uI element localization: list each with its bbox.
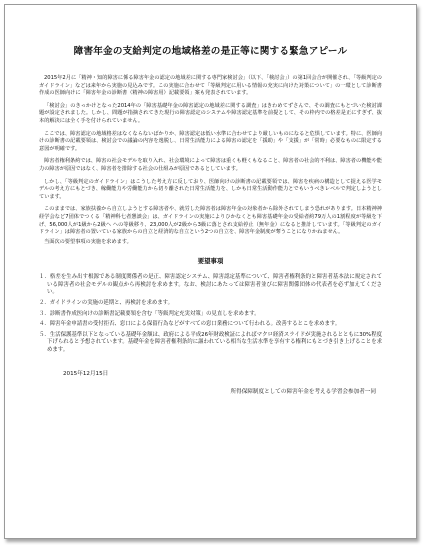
paragraph: ここでは、障害認定の地域格差はなくならないばかりか、障害認定は低い水準に合わせてより厳しいものになると危惧しています。特に、医師向けの診断書の記載要領は、検討会での議論の内容を逸脱し、日常生活能力による障害の認定を「援助」や「支援」が「常時」必要なものに限定する意図が明確です。 — [39, 130, 382, 152]
document-date: 2015年12月15日 — [63, 370, 109, 377]
request-item: ５．生活保護基準以下となっている基礎年金額は、政府による平成26年財政検証によればマクロ経済スライドが実施されるとともに30%程度下げられると予想されています。基礎年金を障害者権利条約に謳われている相当な生活水準を享有する権利にもとづき引き上げることを求めます。 — [39, 331, 382, 354]
request-item: ２．ガイドラインの実施の延期と、再検討を求めます。 — [39, 300, 174, 307]
closing-line: 当面次の要望事項の実施を求めます。 — [44, 238, 132, 245]
request-item: ３．診断書作成医向けの診断書記載要領を含む「等級判定充実対策」の見直しを求めます。 — [39, 310, 260, 317]
paragraph: 「検討会」のきっかけとなった2014年の「障害基礎年金の障害認定の地域差に関する調査」はきわめてずさんで、その調査にもとづいた検討課題が設定されました。しかし、問題が指摘されてきた現行の障害認定のシステムや障害認定基準を前提として、その枠内での格差是正にすぎず、抜本的解決には全く手を付けられていません。 — [39, 102, 382, 124]
signature: 所得保障制度としての障害年金を考える学習会参加者一同 — [230, 388, 376, 395]
requests-heading: 要望事項 — [197, 257, 224, 266]
document-title: 障害年金の支給判定の地域格差の是正等に関する緊急アピール — [73, 46, 348, 57]
paragraph: このままでは、家族扶養から自立しようとする障害者や、就労した障害者は障害年金の対象者から除外されてしまう恐れがあります。日本精神神経学会など7団体でつくる「精神科七者懇談会」は、ガイドラインの実施によりひかなくとも障害基礎年金の受給者約79万人の1割程度が等級を下げ、56,000人が1級から2級へ への等級移り、23,000人が2級から3級に落とされ支給停止（無年金）になると推計しています。「等級判定のガイドライン」は障害者の置いている家族からの自立と経済的な自立という2つの自立を、障害年金制度が奪うことになりかねません。 — [39, 206, 382, 236]
body-text — [39, 75, 382, 246]
paragraph: しかし、「等級判定のガイドライン」はこうした考え方に反しており、医師向けの診断書の記載要領では、障害を疾病の構造として捉える医学モデルの考え方にもとづき、稼働能力や労働能力から切り離された日常生活能力を、しかも日常生活動作能力とでもいうべきレベルで判定しようとしています。 — [39, 178, 382, 200]
paragraph: 2015年2月に「精神・知的障害に係る障害年金の認定の地域差に関する専門家検討会」（以下、「検討会」）の第1回会合が開催され、「等級判定のガイドライン」などは来年から実施の見込みです。この実施に合わせて「等級判定に用いる情報の充実に向けた対策について」の一環として診断書作成の医師向けに「障害年金の診断書（精神の障害用）記載要領」案も発表されています。 — [39, 75, 382, 97]
request-item: ４．障害年金申請書の受付拒否、窓口による保留行為などがすべての窓口業務について行われる。改善するとこを求めます。 — [39, 321, 341, 328]
paragraph: 障害者権利条約では、障害の社会モデルを取り入れ、社会環境によって障害は重くも軽くもなること、障害者の社会的不利は、障害者の機能や能力の障害が原因ではなく、障害者を排除する社会の仕組みが原因であるとしています。 — [39, 158, 382, 172]
request-item: １．格差を生み出す根源である制度関係者の是正、障害認定システム、障害認定基準について、障害者権利条約と障害者基本法に規定されている障害者の社会モデルの観点から再検討を求めます。なお、検討にあたっては障害者並びに障害関係団体の代表者を必ず加えてください。 — [39, 274, 382, 296]
document-page — [4, 4, 417, 539]
requests-list — [39, 274, 382, 354]
